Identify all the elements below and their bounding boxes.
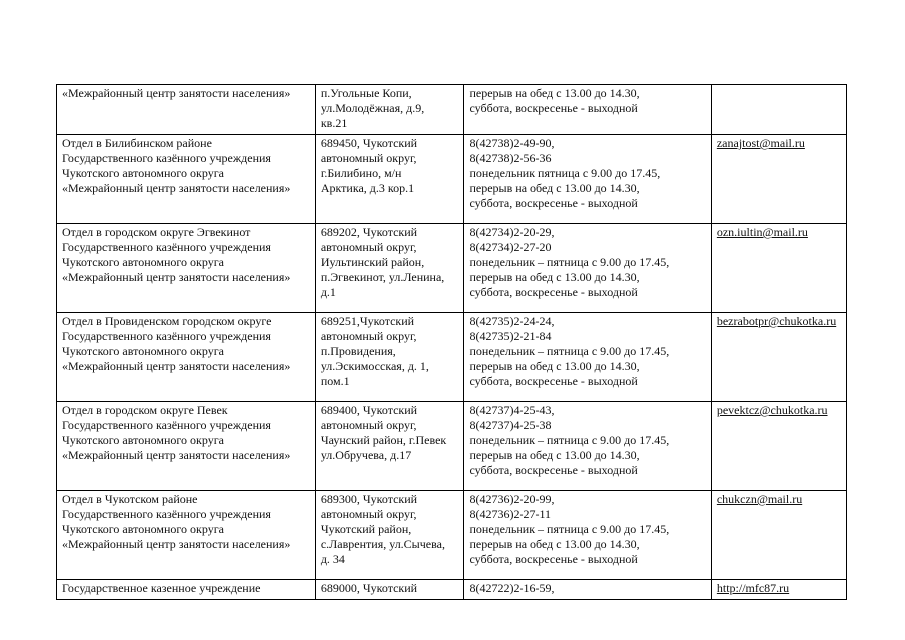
contacts-cell [464, 491, 711, 580]
address-cell: п.Угольные Копи, ул.Молодёжная, д.9, кв.21 [315, 85, 464, 135]
table-row [57, 580, 847, 600]
email-cell [711, 402, 846, 491]
table-row [57, 224, 847, 313]
phones-text: 8(42735)2-24-24, 8(42735)2-21-84 [469, 314, 555, 343]
phones-text: 8(42734)2-20-29, 8(42734)2-27-20 [469, 225, 555, 254]
phones-text: 8(42738)2-49-90, 8(42738)2-56-36 [469, 136, 555, 165]
email-cell [711, 580, 846, 600]
website-link[interactable]: http://mfc87.ru [716, 581, 790, 595]
address-cell: 689300, Чукотский автономный округ, Чукотский район, с.Лаврентия, ул.Сычева, д. 34 [315, 491, 464, 580]
address-cell: 689251,Чукотский автономный округ, п.Провидения, ул.Эскимосская, д. 1, пом.1 [315, 313, 464, 402]
org-name-cell: Отдел в Чукотском районе Государственного казённого учреждения Чукотского автономного округа «Межрайонный центр занятости населения» [57, 491, 316, 580]
email-link[interactable]: zanajtost@mail.ru [716, 136, 805, 150]
email-link[interactable]: bezrabotpr@chukotka.ru [716, 314, 837, 328]
org-name-cell: Отдел в городском округе Эгвекинот Государственного казённого учреждения Чукотского автономного округа «Межрайонный центр занятости населения» [57, 224, 316, 313]
table-row [57, 313, 847, 402]
hours-text: понедельник – пятница с 9.00 до 17.45, перерыв на обед с 13.00 до 14.30, суббота, воскресенье - выходной [469, 344, 670, 388]
contacts-cell [464, 313, 711, 402]
email-cell [711, 135, 846, 224]
org-name-cell: Отдел в городском округе Певек Государственного казённого учреждения Чукотского автономного округа «Межрайонный центр занятости населения» [57, 402, 316, 491]
phones-text: 8(42722)2-16-59, [469, 581, 555, 595]
contacts-cell [464, 402, 711, 491]
org-name-cell: Государственное казенное учреждение [57, 580, 316, 600]
email-cell [711, 313, 846, 402]
hours-text: понедельник – пятница с 9.00 до 17.45, перерыв на обед с 13.00 до 14.30, суббота, воскресенье - выходной [469, 433, 670, 477]
phones-text: 8(42737)4-25-43, 8(42737)4-25-38 [469, 403, 555, 432]
contacts-cell [464, 85, 711, 135]
org-name-cell: Отдел в Провиденском городском округе Государственного казённого учреждения Чукотского автономного округа «Межрайонный центр занятости населения» [57, 313, 316, 402]
table-row [57, 135, 847, 224]
table-row [57, 491, 847, 580]
employment-offices-table [56, 84, 847, 600]
hours-text: понедельник пятница с 9.00 до 17.45, перерыв на обед с 13.00 до 14.30, суббота, воскресенье - выходной [469, 166, 661, 210]
address-cell: 689450, Чукотский автономный округ, г.Билибино, м/н Арктика, д.3 кор.1 [315, 135, 464, 224]
table-row [57, 402, 847, 491]
contacts-cell [464, 580, 711, 600]
contacts-cell [464, 135, 711, 224]
email-link[interactable]: pevektcz@chukotka.ru [716, 403, 828, 417]
email-cell [711, 491, 846, 580]
email-cell [711, 224, 846, 313]
address-cell: 689000, Чукотский [315, 580, 464, 600]
hours-text: понедельник – пятница с 9.00 до 17.45, перерыв на обед с 13.00 до 14.30, суббота, воскресенье - выходной [469, 255, 670, 299]
email-link[interactable]: ozn.iultin@mail.ru [716, 225, 808, 239]
hours-text: перерыв на обед с 13.00 до 14.30, суббота, воскресенье - выходной [469, 86, 640, 115]
contacts-cell [464, 224, 711, 313]
address-cell: 689202, Чукотский автономный округ, Иультинский район, п.Эгвекинот, ул.Ленина, д.1 [315, 224, 464, 313]
phones-text: 8(42736)2-20-99, 8(42736)2-27-11 [469, 492, 555, 521]
hours-text: понедельник – пятница с 9.00 до 17.45, перерыв на обед с 13.00 до 14.30, суббота, воскресенье - выходной [469, 522, 670, 566]
email-link[interactable]: chukczn@mail.ru [716, 492, 803, 506]
address-cell: 689400, Чукотский автономный округ, Чаунский район, г.Певек ул.Обручева, д.17 [315, 402, 464, 491]
org-name-cell: «Межрайонный центр занятости населения» [57, 85, 316, 135]
table-row [57, 85, 847, 135]
org-name-cell: Отдел в Билибинском районе Государственного казённого учреждения Чукотского автономного округа «Межрайонный центр занятости населения» [57, 135, 316, 224]
email-cell [711, 85, 846, 135]
